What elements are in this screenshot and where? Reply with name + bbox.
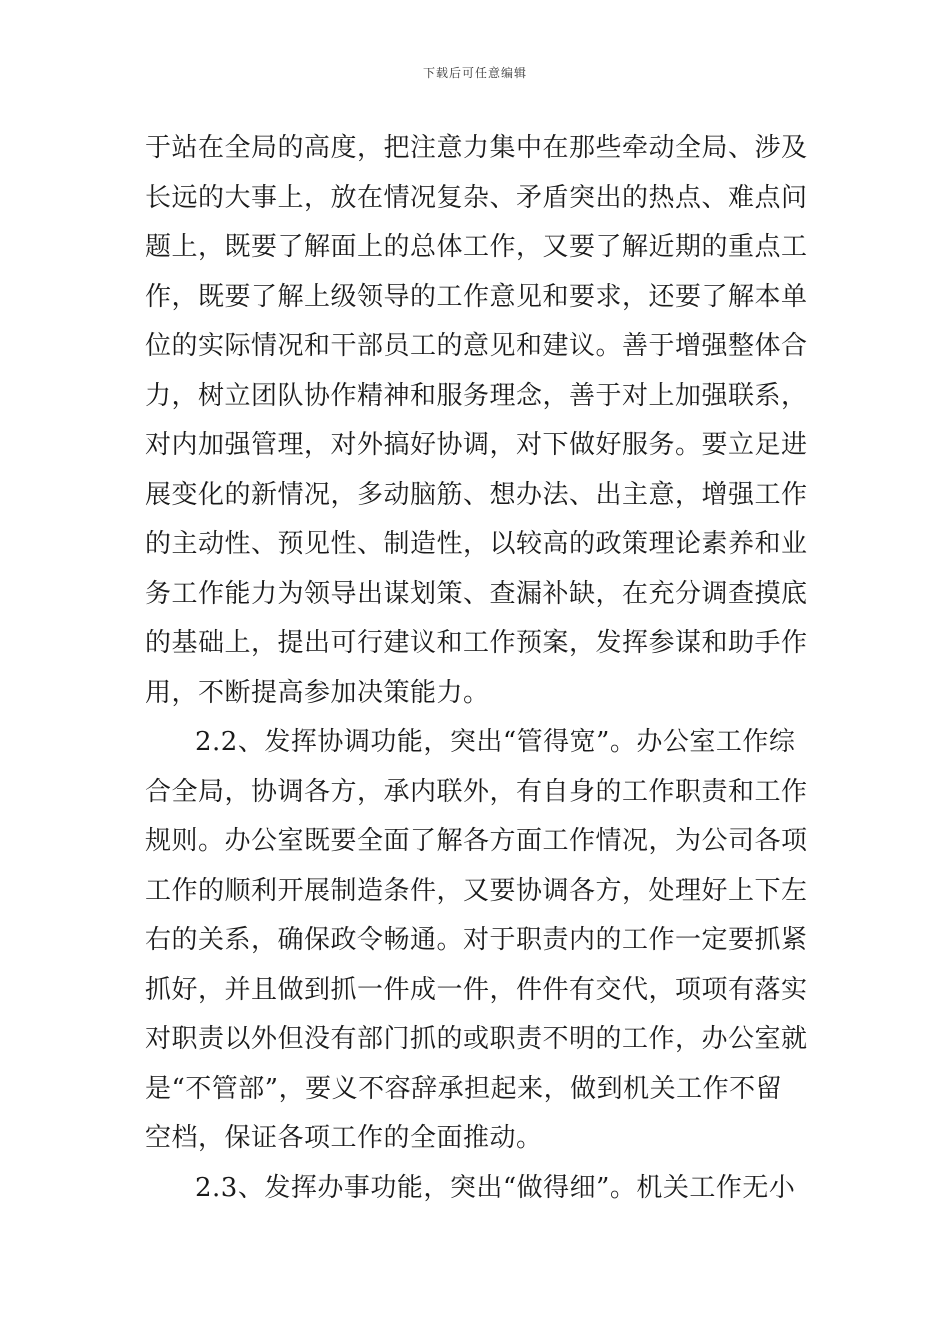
text-line: 右的关系，确保政令畅通。对于职责内的工作一定要抓紧: [145, 925, 808, 955]
text-line: 合全局，协调各方，承内联外，有自身的工作职责和工作: [145, 776, 808, 807]
paragraph-first-line: 2.3、发挥办事功能，突出“做得细”。机关工作无小: [195, 1172, 796, 1203]
text-line: 规则。办公室既要全面了解各方面工作情况，为公司各项: [145, 826, 808, 856]
text-line: 的主动性、预见性、制造性，以较高的政策理论素养和业: [145, 529, 808, 559]
text-line: 展变化的新情况，多动脑筋、想办法、出主意，增强工作: [145, 479, 808, 510]
text-line: 对职责以外但没有部门抓的或职责不明的工作，办公室就: [145, 1024, 808, 1054]
text-line: 抓好，并且做到抓一件成一件，件件有交代，项项有落实: [145, 974, 808, 1005]
document-body: [145, 124, 810, 1213]
text-line: 于站在全局的高度，把注意力集中在那些牵动全局、涉及: [145, 133, 808, 163]
text-line: 工作的顺利开展制造条件，又要协调各方，处理好上下左: [145, 875, 808, 906]
text-line: 位的实际情况和干部员工的意见和建议。善于增强整体合: [145, 331, 808, 361]
text-line: 空档，保证各项工作的全面推动。: [145, 1123, 543, 1153]
paragraph-first-line: 2.2、发挥协调功能，突出“管得宽”。办公室工作综: [195, 727, 796, 757]
text-line: 务工作能力为领导出谋划策、查漏补缺，在充分调查摸底: [145, 578, 808, 609]
text-line: 长远的大事上，放在情况复杂、矛盾突出的热点、难点问: [145, 182, 808, 213]
text-line: 作，既要了解上级领导的工作意见和要求，还要了解本单: [145, 281, 808, 312]
text-line: 对内加强管理，对外搞好协调，对下做好服务。要立足进: [145, 430, 808, 460]
text-line: 的基础上，提出可行建议和工作预案，发挥参谋和助手作: [145, 628, 808, 658]
text-line: 用，不断提高参加决策能力。: [145, 677, 490, 708]
text-line: 是“不管部”，要义不容辞承担起来，做到机关工作不留: [145, 1073, 783, 1104]
page-header-note: 下载后可任意编辑: [422, 66, 527, 80]
text-line: 力，树立团队协作精神和服务理念，善于对上加强联系，: [145, 380, 808, 411]
text-line: 题上，既要了解面上的总体工作，又要了解近期的重点工: [145, 232, 808, 262]
